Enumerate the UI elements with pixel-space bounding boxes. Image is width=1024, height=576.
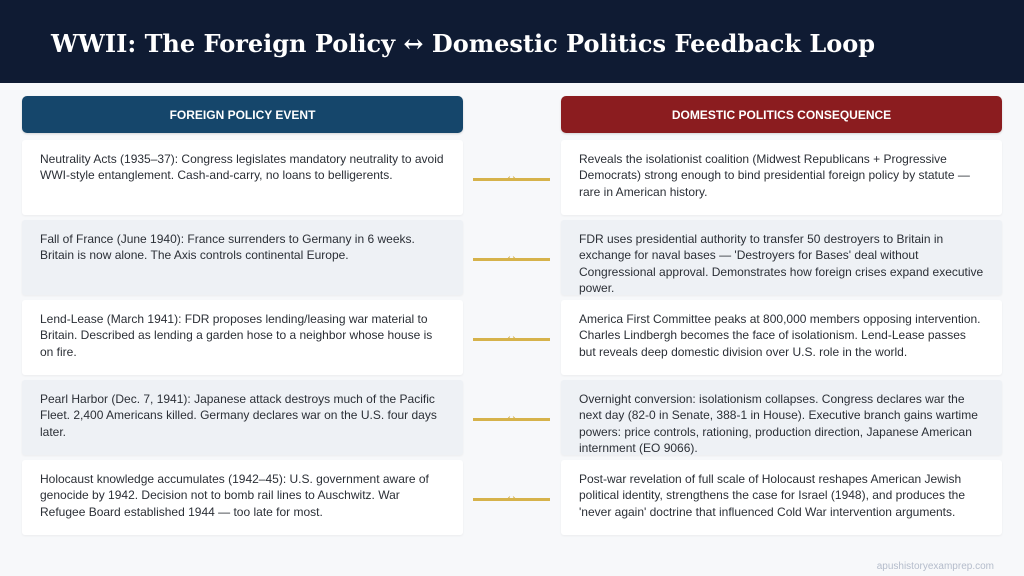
domestic-consequence-cell: FDR uses presidential authority to transfer 50 destroyers to Britain in exchange for naval bases — 'Destroyers for Bases' deal without Congressional approval. Demonstrates how foreign crises expand executive power.	[561, 220, 1002, 295]
bidirectional-arrow-icon: ↔	[506, 332, 517, 345]
page-title: WWII: The Foreign Policy ↔ Domestic Politics Feedback Loop	[51, 29, 876, 58]
source-watermark: apushistoryexamprep.com	[876, 561, 994, 572]
bidirectional-arrow-icon: ↔	[506, 252, 517, 265]
domestic-politics-column-header	[561, 96, 1002, 133]
foreign-policy-event-cell: Neutrality Acts (1935–37): Congress legislates mandatory neutrality to avoid WWI-style entanglement. Cash-and-carry, no loans to belligerents.	[22, 140, 463, 215]
table-row	[0, 460, 1024, 535]
foreign-policy-column-header	[22, 96, 463, 133]
foreign-policy-event-cell: Lend-Lease (March 1941): FDR proposes lending/leasing war material to Britain. Described as lending a garden hose to a neighbor whose house is on fire.	[22, 300, 463, 375]
table-row	[0, 220, 1024, 295]
table-row	[0, 140, 1024, 215]
domestic-consequence-cell: Overnight conversion: isolationism collapses. Congress declares war the next day (82-0 in Senate, 388-1 in House). Executive branch gains wartime powers: price controls, rationing, production direction, Japanese American internment (EO 9066).	[561, 380, 1002, 455]
foreign-policy-event-cell: Fall of France (June 1940): France surrenders to Germany in 6 weeks. Britain is now alone. The Axis controls continental Europe.	[22, 220, 463, 295]
table-row	[0, 300, 1024, 375]
title-bar	[0, 0, 1024, 83]
foreign-policy-event-cell: Holocaust knowledge accumulates (1942–45): U.S. government aware of genocide by 1942. Decision not to bomb rail lines to Auschwitz. War Refugee Board established 1944 — too late for most.	[22, 460, 463, 535]
foreign-policy-event-cell: Pearl Harbor (Dec. 7, 1941): Japanese attack destroys much of the Pacific Fleet. 2,400 Americans killed. Germany declares war on the U.S. four days later.	[22, 380, 463, 455]
bidirectional-arrow-icon: ↔	[506, 492, 517, 505]
table-row	[0, 380, 1024, 455]
domestic-politics-column-label: DOMESTIC POLITICS CONSEQUENCE	[671, 107, 892, 122]
foreign-policy-column-label: FOREIGN POLICY EVENT	[169, 107, 316, 122]
domestic-consequence-cell: America First Committee peaks at 800,000 members opposing intervention. Charles Lindbergh becomes the face of isolationism. Lend-Lease passes but reveals deep domestic division over U.S. role in the world.	[561, 300, 1002, 375]
domestic-consequence-cell: Post-war revelation of full scale of Holocaust reshapes American Jewish political identity, strengthens the case for Israel (1948), and produces the 'never again' doctrine that influenced Cold War intervention arguments.	[561, 460, 1002, 535]
bidirectional-arrow-icon: ↔	[506, 412, 517, 425]
domestic-consequence-cell: Reveals the isolationist coalition (Midwest Republicans + Progressive Democrats) strong enough to bind presidential foreign policy by statute — rare in American history.	[561, 140, 1002, 215]
bidirectional-arrow-icon: ↔	[506, 172, 517, 185]
